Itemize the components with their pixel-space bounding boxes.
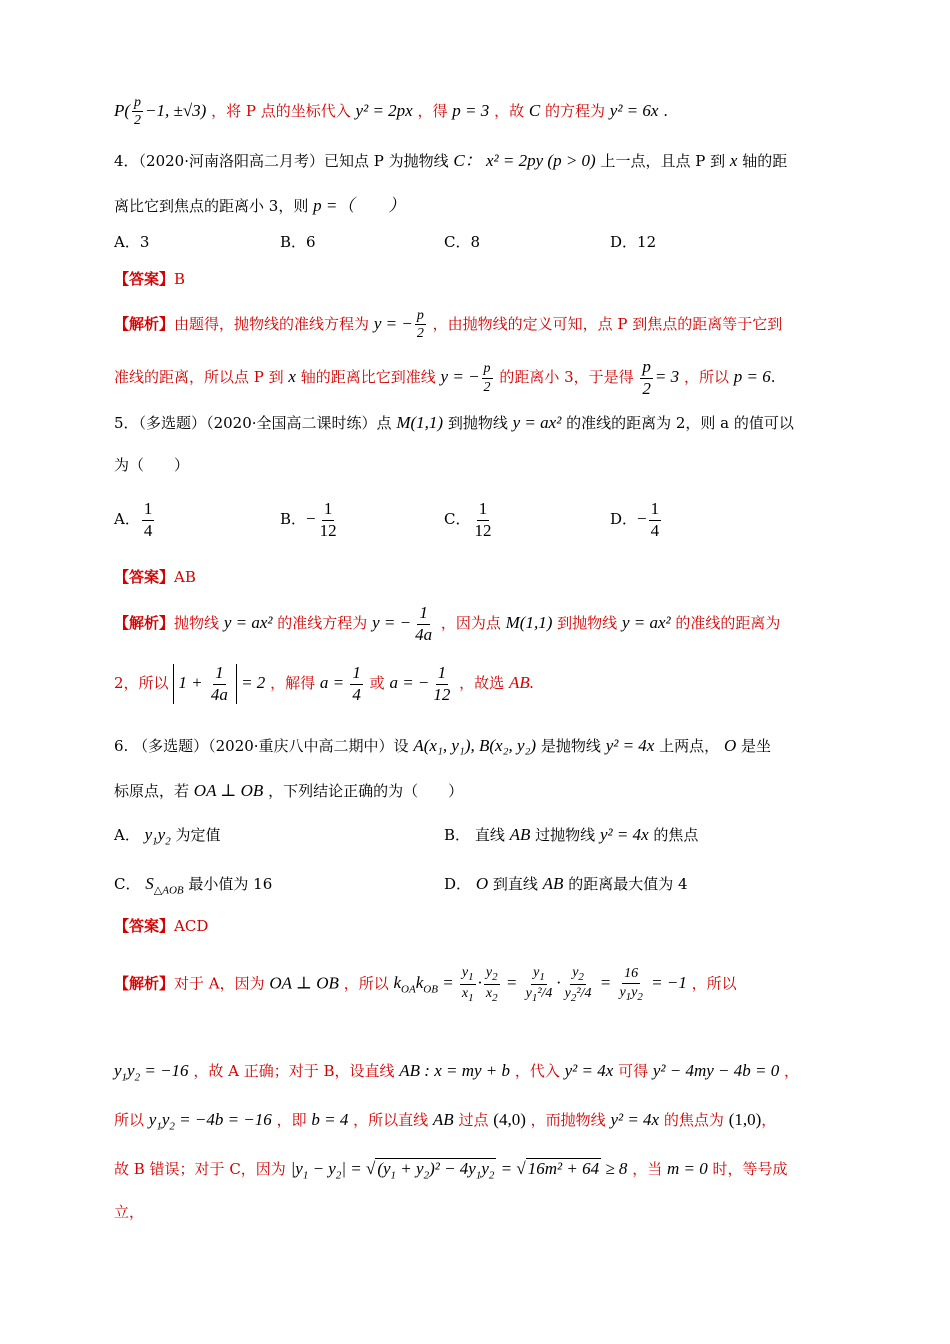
q5-a5: 的准线的距离为 — [675, 614, 781, 633]
q6-a18: 立， — [114, 1203, 145, 1221]
q6-a8: 所以 — [114, 1111, 145, 1129]
q4-number: 4． — [114, 152, 139, 170]
q6-a6: 可得 — [618, 1062, 649, 1080]
q6-number: 6. — [114, 737, 129, 755]
q6-stem4: 是坐 — [741, 737, 772, 755]
q6-a2: ，所以 — [343, 974, 389, 993]
q6-a7: ， — [784, 1062, 800, 1080]
q3-t2: ，得 — [417, 101, 448, 120]
q5-stem1: 点 — [376, 414, 392, 432]
q6-a9: ，即 — [276, 1111, 307, 1129]
q4-stem3: 轴的距 — [742, 152, 788, 170]
q3-t1: ，将 P 点的坐标代入 — [211, 101, 351, 120]
q6-answer-tag: 【答案】 — [114, 917, 175, 935]
q6-stem-line1: 6. （多选题）（2020·重庆八中高二期中）设 A(x₁, y₁), B(x₂, y₂) 是抛物线 y² = 4x 上两点， O 是坐 — [114, 736, 772, 755]
q4-answer-value: B — [174, 270, 186, 288]
q4-a5: 的距离小 3，于是得 — [499, 368, 634, 387]
q4-stem-line2 — [114, 197, 405, 214]
q5-number: 5． — [114, 414, 139, 432]
q4-option-b[interactable]: B．6 — [280, 233, 316, 251]
q6-source: （2020·重庆八中高二期中） — [208, 737, 394, 755]
q4-option-a[interactable]: A．3 — [114, 233, 150, 251]
q3-t3: ，故 — [494, 101, 525, 120]
q5-source: （2020·全国高二课时练） — [206, 414, 377, 432]
q6-a12: ，而抛物线 — [530, 1111, 606, 1129]
q3-eq1: y² = 2px — [355, 100, 413, 120]
q6-option-a[interactable]: A． $y_1y_2$ 为定值 — [114, 825, 221, 848]
q5-answer — [114, 570, 196, 585]
q5-a4: 到抛物线 — [557, 614, 618, 633]
q6-a14: ， — [761, 1111, 777, 1129]
q4-option-c[interactable]: C．8 — [444, 233, 481, 251]
q4-a1: 由题得，抛物线的准线方程为 — [174, 314, 370, 333]
q6-perp: OA ⊥ OB — [193, 781, 264, 800]
q5-stem2: 到抛物线 — [447, 414, 508, 432]
q6-a1: 对于 A，因为 — [174, 974, 265, 993]
q5-analysis-line2: 2，所以 1 + $\frac{1}{4a}$ = 2 ，解得 a = $\frac{1}{4}$ 或 a = − $\frac{1}{12}$ ，故选 AB. — [114, 663, 534, 704]
q6-curve: y² = 4x — [605, 736, 655, 755]
q4-analysis-line2: 准线的距离，所以点 P 到 x 轴的距离比它到准线 y = − $\frac{p}{2}$ 的距离小 3，于是得 $\frac{p}{2}$ = 3 ，所以 p = 6. — [114, 357, 776, 398]
q5-a6: 2，所以 — [114, 674, 169, 693]
q6-stem-line2 — [114, 782, 463, 799]
q6-analysis-line3: 所以 $y_1y_2 = -4b = -16$ ，即 b = 4 ，所以直线 AB 过点 (4,0) ，而抛物线 y² = 4x 的焦点为 (1,0)， — [114, 1110, 777, 1133]
q4-curve: C： x² = 2py (p > 0) — [453, 151, 596, 170]
q5-option-a[interactable]: A． $\frac{1}{4}$ — [114, 499, 153, 540]
q5-stem-line2 — [114, 458, 189, 473]
q4-source: （2020·河南洛阳高二月考） — [138, 152, 324, 170]
q6-stem6: ，下列结论正确的为（ ） — [268, 782, 464, 800]
q4-a2: ，由抛物线的定义可知，点 P 到焦点的距离等于它到 — [432, 314, 783, 333]
q4-a6: ，所以 — [683, 368, 729, 387]
q5-analysis-tag: 【解析】 — [114, 614, 175, 633]
q6-a5: ，代入 — [514, 1062, 560, 1080]
q5-stem4: 为（ ） — [114, 456, 190, 474]
q5-stem3: 的准线的距离为 2，则 a 的值可以 — [566, 414, 794, 432]
q4-a3: 准线的距离，所以点 P 到 — [114, 368, 284, 387]
q5-tag: （多选题） — [138, 414, 207, 432]
q6-analysis-tag: 【解析】 — [114, 974, 175, 993]
q6-tag: （多选题） — [133, 737, 209, 755]
q5-a3: ，因为点 — [440, 614, 501, 633]
q6-a11: 过点 — [458, 1111, 489, 1129]
q6-a16: ，当 — [632, 1160, 663, 1178]
q6-a4: ，故 A 正确；对于 B，设直线 — [193, 1062, 395, 1080]
q6-option-b[interactable]: B． 直线 AB 过抛物线 y² = 4x 的焦点 — [444, 825, 699, 844]
q6-answer-value: ACD — [174, 917, 209, 935]
q5-a8: 或 — [369, 674, 385, 693]
q5-answer-tag: 【答案】 — [114, 568, 175, 586]
q4-a4: 轴的距离比它到准线 — [300, 368, 436, 387]
q5-a2: 的准线方程为 — [277, 614, 368, 633]
q5-option-d[interactable]: D．− $\frac{1}{4}$ — [610, 499, 660, 540]
q5-curve: y = ax² — [512, 413, 562, 432]
q6-option-d[interactable]: D． O 到直线 AB 的距离最大值为 4 — [444, 874, 688, 893]
q5-stem-line1 — [114, 414, 794, 431]
q4-option-d[interactable]: D．12 — [610, 233, 657, 251]
q5-point: M(1,1) — [396, 413, 444, 432]
q3-tail-line: P( $\frac{p}{2}$ −1, ±√3) ，将 P 点的坐标代入 y² = 2px ，得 p = 3 ，故 C 的方程为 y² = 6x . — [114, 95, 669, 129]
q6-analysis-line1: 【解析】对于 A，因为 OA ⊥ OB ，所以 $k_{OA}k_{OB}$ = $\frac{y_1}{x_1}$ · $\frac{y_2}{x_2}$ = $\frac{y_1}{y_1^2/4}$ · $\frac{y_2}{y_2^2/4}$ = $\frac{16}{y_1y_2}$ = −1 ，所以 — [114, 965, 737, 1004]
q4-analysis-line1: 【解析】由题得，抛物线的准线方程为 y = − $\frac{p}{2}$ ，由抛物线的定义可知，点 P 到焦点的距离等于它到 — [114, 308, 783, 342]
q6-stem2: 是抛物线 — [540, 737, 601, 755]
q4-stem4: 离比它到焦点的距离小 3，则 — [114, 197, 309, 215]
q4-stem5: p =（ ） — [313, 196, 406, 215]
q6-analysis-line5 — [114, 1205, 144, 1220]
q6-points: A(x₁, y₁), B(x₂, y₂) — [413, 736, 537, 755]
q6-stem1: 设 — [393, 737, 409, 755]
q4-stem1: 已知点 P 为抛物线 — [324, 152, 449, 170]
q6-stem5: 标原点，若 — [114, 782, 190, 800]
q4-analysis-tag: 【解析】 — [114, 314, 175, 333]
q6-a3: ，所以 — [691, 974, 737, 993]
q5-answer-value: AB — [174, 568, 196, 586]
q3-eq4: y² = 6x — [609, 100, 659, 120]
q3-eq3: C — [528, 100, 541, 120]
q5-option-c[interactable]: C． $\frac{1}{12}$ — [444, 499, 492, 540]
q6-analysis-line4: 故 B 错误；对于 C，因为 $|y_1 - y_2|$ = √ $(y_1 + y_2)^2 - 4y_1y_2$ = √ 16m² + 64 ≥ 8 ，当 m = 0 时，等号成 — [114, 1159, 788, 1182]
q6-a13: 的焦点为 — [663, 1111, 724, 1129]
point-p-expr: P( $\frac{p}{2}$ −1, ±√3) — [114, 95, 207, 129]
q4-a7: p = 6 — [733, 367, 771, 387]
q3-eq2: p = 3 — [452, 100, 490, 120]
q6-analysis-line2: $y_1y_2 = -16$ ，故 A 正确；对于 B，设直线 AB : x = my + b ，代入 y² = 4x 可得 y² − 4my − 4b = 0 ， — [114, 1061, 800, 1084]
q6-a15: 故 B 错误；对于 C，因为 — [114, 1160, 286, 1178]
q6-a10: ，所以直线 — [353, 1111, 429, 1129]
q4-answer — [114, 272, 185, 287]
q5-analysis-line1: 【解析】抛物线 y = ax² 的准线方程为 y = − $\frac{1}{4a}$ ，因为点 M(1,1) 到抛物线 y = ax² 的准线的距离为 — [114, 603, 781, 644]
q6-answer — [114, 919, 208, 934]
q6-option-c[interactable]: C． $S_{\triangle AOB}$ 最小值为 16 — [114, 874, 273, 897]
q5-a10: AB. — [508, 673, 534, 693]
q6-a17: 时，等号成 — [712, 1160, 788, 1178]
q4-answer-tag: 【答案】 — [114, 270, 175, 288]
q5-a7: ，解得 — [270, 674, 316, 693]
q3-t4: 的方程为 — [544, 101, 605, 120]
q4-stem-line1: 4．（2020·河南洛阳高二月考）已知点 P 为抛物线 C： x² = 2py (p > 0) 上一点，且点 P 到 x 轴的距 — [114, 151, 788, 170]
q6-stem3: 上两点， — [659, 737, 720, 755]
q4-stem2: 上一点，且点 P 到 — [600, 152, 726, 170]
q5-option-b[interactable]: B．− $\frac{1}{12}$ — [280, 499, 337, 540]
q5-a9: ，故选 — [459, 674, 505, 693]
q5-a1: 抛物线 — [174, 614, 220, 633]
